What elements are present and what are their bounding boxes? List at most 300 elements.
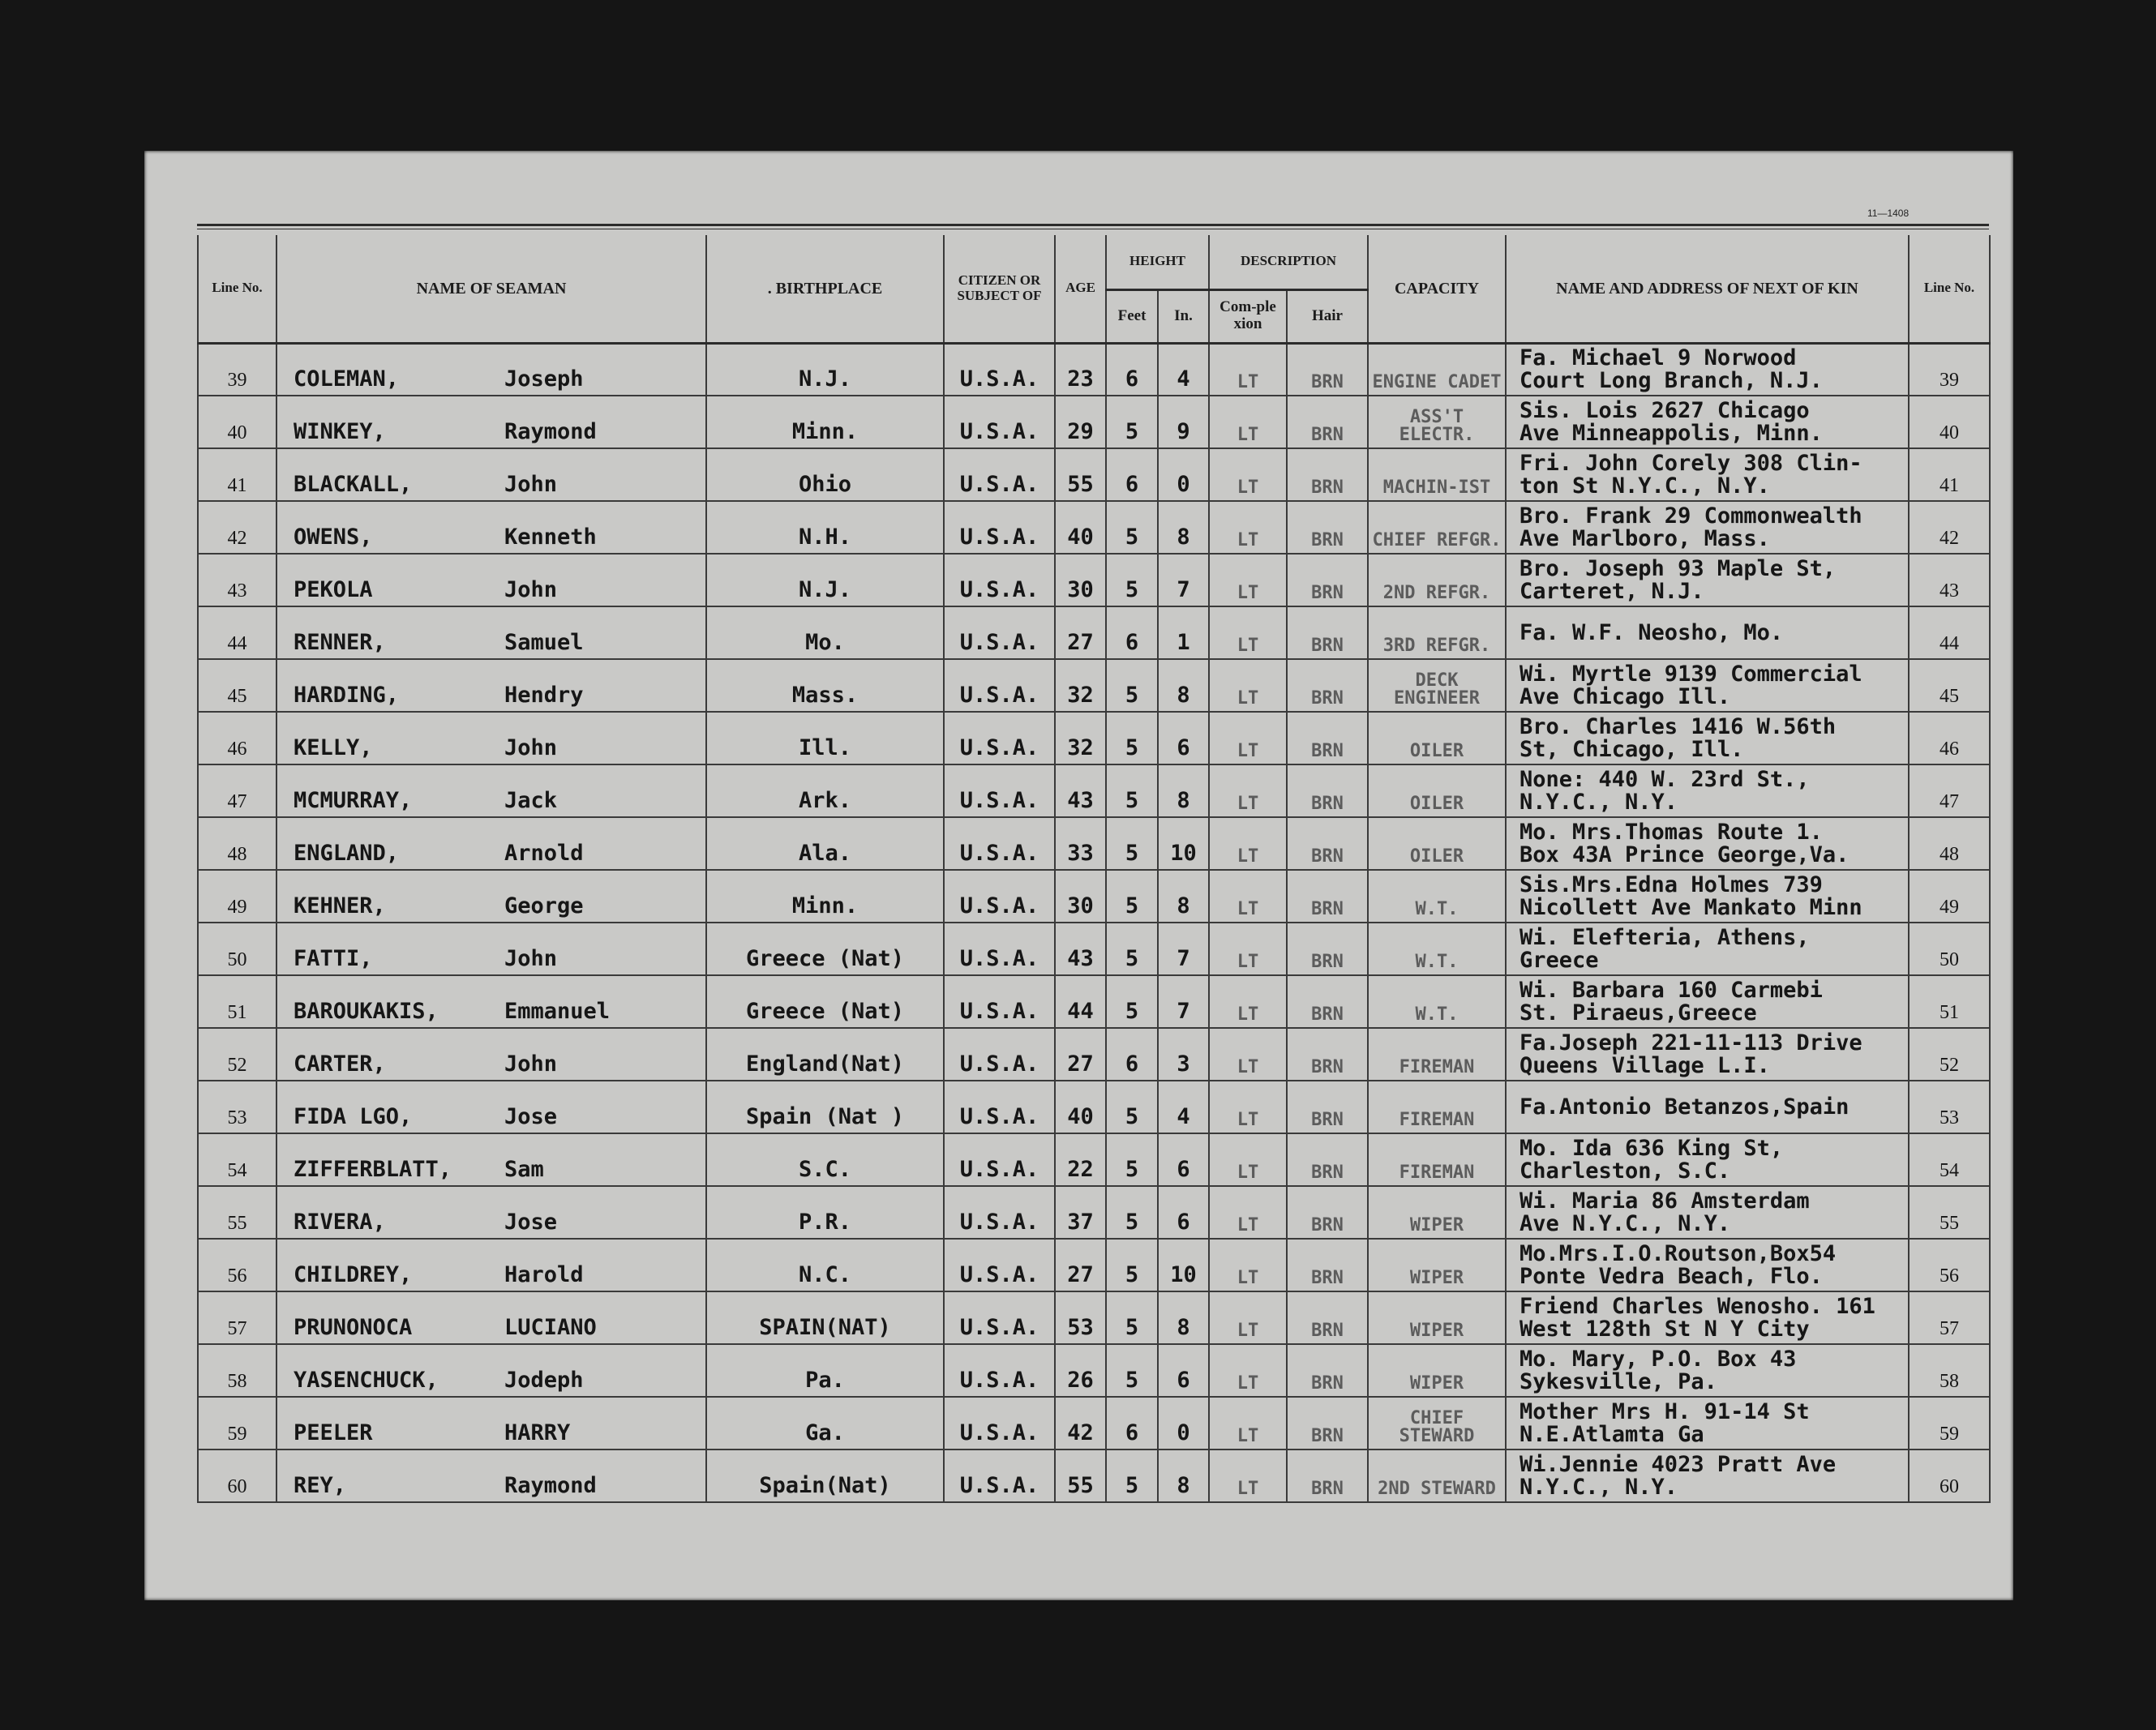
citizen-of: U.S.A. <box>944 817 1055 870</box>
seaman-given-name: Jose <box>504 1104 558 1129</box>
line-number-right: 56 <box>1909 1239 1990 1291</box>
line-number: 41 <box>198 448 276 501</box>
line-number: 48 <box>198 817 276 870</box>
complexion: LT <box>1209 1450 1287 1502</box>
capacity: DECK ENGINEER <box>1368 659 1506 712</box>
capacity: 3RD REFGR. <box>1368 606 1506 659</box>
line-number: 58 <box>198 1344 276 1397</box>
birthplace: Ala. <box>706 817 944 870</box>
hair: BRN <box>1287 764 1368 817</box>
height-feet: 6 <box>1106 1397 1158 1450</box>
next-of-kin-line-1: Mo. Ida 636 King St, <box>1519 1135 1784 1161</box>
height-feet: 5 <box>1106 554 1158 606</box>
next-of-kin-line-1: Wi. Maria 86 Amsterdam <box>1519 1188 1810 1214</box>
line-number: 42 <box>198 501 276 554</box>
birthplace: Greece (Nat) <box>706 923 944 975</box>
height-feet: 5 <box>1106 396 1158 448</box>
next-of-kin-line-1: Fa.Antonio Betanzos,Spain <box>1519 1094 1850 1120</box>
header-age: AGE <box>1055 235 1106 343</box>
next-of-kin <box>1506 606 1909 659</box>
line-number-right: 46 <box>1909 712 1990 764</box>
age: 23 <box>1055 343 1106 396</box>
complexion: LT <box>1209 1186 1287 1239</box>
next-of-kin-line-1: Sis. Lois 2627 Chicago <box>1519 397 1810 423</box>
seaman-given-name: Jose <box>504 1210 558 1235</box>
seaman-given-name: Raymond <box>504 1473 597 1498</box>
capacity: OILER <box>1368 817 1506 870</box>
complexion: LT <box>1209 448 1287 501</box>
header-feet: Feet <box>1106 289 1158 343</box>
height-inches: 8 <box>1158 870 1209 923</box>
birthplace: England(Nat) <box>706 1028 944 1081</box>
height-inches: 8 <box>1158 659 1209 712</box>
next-of-kin-line-1: None: 440 W. 23rd St., <box>1519 766 1810 792</box>
seaman-name <box>276 975 706 1028</box>
line-number-right: 57 <box>1909 1291 1990 1344</box>
next-of-kin <box>1506 659 1909 712</box>
table-row <box>198 870 1990 923</box>
line-number: 51 <box>198 975 276 1028</box>
seaman-given-name: Kenneth <box>504 525 597 550</box>
table-row <box>198 1028 1990 1081</box>
header-line-no-right: Line No. <box>1909 235 1990 343</box>
seaman-given-name: HARRY <box>504 1420 571 1445</box>
capacity: 2ND REFGR. <box>1368 554 1506 606</box>
height-inches: 0 <box>1158 448 1209 501</box>
height-inches: 0 <box>1158 1397 1209 1450</box>
citizen-of: U.S.A. <box>944 870 1055 923</box>
next-of-kin-line-1: Bro. Joseph 93 Maple St, <box>1519 555 1837 581</box>
next-of-kin <box>1506 1239 1909 1291</box>
height-feet: 5 <box>1106 1291 1158 1344</box>
table-row <box>198 606 1990 659</box>
next-of-kin-line-2: Ave Minneappolis, Minn. <box>1519 420 1823 446</box>
age: 33 <box>1055 817 1106 870</box>
hair: BRN <box>1287 1081 1368 1133</box>
birthplace: N.H. <box>706 501 944 554</box>
age: 55 <box>1055 448 1106 501</box>
hair: BRN <box>1287 1239 1368 1291</box>
table-row <box>198 1239 1990 1291</box>
birthplace: Greece (Nat) <box>706 975 944 1028</box>
header-capacity: CAPACITY <box>1368 235 1506 343</box>
height-inches: 9 <box>1158 396 1209 448</box>
seaman-name <box>276 870 706 923</box>
seaman-surname: PEELER <box>294 1420 373 1445</box>
next-of-kin-line-2: Box 43A Prince George,Va. <box>1519 841 1850 867</box>
complexion: LT <box>1209 1081 1287 1133</box>
next-of-kin <box>1506 396 1909 448</box>
complexion: LT <box>1209 606 1287 659</box>
complexion: LT <box>1209 1397 1287 1450</box>
header-citizen: CITIZEN OR SUBJECT OF <box>944 235 1055 343</box>
next-of-kin-line-2: Charleston, S.C. <box>1519 1158 1731 1184</box>
seaman-surname: OWENS, <box>294 525 373 550</box>
hair: BRN <box>1287 396 1368 448</box>
seaman-given-name: Jodeph <box>504 1368 584 1393</box>
capacity: FIREMAN <box>1368 1028 1506 1081</box>
age: 53 <box>1055 1291 1106 1344</box>
age: 40 <box>1055 1081 1106 1133</box>
seaman-name <box>276 764 706 817</box>
hair: BRN <box>1287 712 1368 764</box>
table-row <box>198 975 1990 1028</box>
line-number-right: 59 <box>1909 1397 1990 1450</box>
seaman-name <box>276 817 706 870</box>
next-of-kin-line-2: Ave Chicago Ill. <box>1519 683 1731 709</box>
height-inches: 8 <box>1158 764 1209 817</box>
seaman-given-name: John <box>504 735 558 760</box>
seaman-name <box>276 501 706 554</box>
birthplace: N.J. <box>706 343 944 396</box>
citizen-of: U.S.A. <box>944 343 1055 396</box>
height-inches: 6 <box>1158 1186 1209 1239</box>
complexion: LT <box>1209 1239 1287 1291</box>
crew-list-table <box>197 235 1991 1503</box>
next-of-kin-line-1: Wi. Myrtle 9139 Commercial <box>1519 661 1862 687</box>
height-inches: 7 <box>1158 923 1209 975</box>
form-number: 11—1408 <box>1867 208 1910 219</box>
height-inches: 10 <box>1158 1239 1209 1291</box>
seaman-given-name: Jack <box>504 788 558 813</box>
complexion: LT <box>1209 1133 1287 1186</box>
birthplace: Pa. <box>706 1344 944 1397</box>
line-number-right: 60 <box>1909 1450 1990 1502</box>
top-rule <box>197 224 1989 226</box>
height-feet: 6 <box>1106 343 1158 396</box>
birthplace: Mass. <box>706 659 944 712</box>
height-feet: 6 <box>1106 606 1158 659</box>
capacity: 2ND STEWARD <box>1368 1450 1506 1502</box>
height-feet: 6 <box>1106 1028 1158 1081</box>
line-number-right: 39 <box>1909 343 1990 396</box>
birthplace: Ark. <box>706 764 944 817</box>
line-number: 53 <box>198 1081 276 1133</box>
age: 26 <box>1055 1344 1106 1397</box>
line-number: 59 <box>198 1397 276 1450</box>
capacity: OILER <box>1368 764 1506 817</box>
next-of-kin-line-1: Bro. Charles 1416 W.56th <box>1519 713 1837 739</box>
citizen-of: U.S.A. <box>944 1028 1055 1081</box>
header-inches: In. <box>1158 289 1209 343</box>
height-feet: 5 <box>1106 1239 1158 1291</box>
birthplace: P.R. <box>706 1186 944 1239</box>
next-of-kin <box>1506 501 1909 554</box>
next-of-kin <box>1506 1344 1909 1397</box>
height-feet: 5 <box>1106 975 1158 1028</box>
seaman-given-name: John <box>504 946 558 971</box>
line-number-right: 55 <box>1909 1186 1990 1239</box>
seaman-name <box>276 1133 706 1186</box>
next-of-kin-line-1: Mother Mrs H. 91-14 St <box>1519 1398 1810 1424</box>
line-number-right: 44 <box>1909 606 1990 659</box>
next-of-kin <box>1506 975 1909 1028</box>
table-row <box>198 1397 1990 1450</box>
line-number-right: 48 <box>1909 817 1990 870</box>
next-of-kin-line-2: St, Chicago, Ill. <box>1519 736 1744 762</box>
line-number-right: 43 <box>1909 554 1990 606</box>
capacity: FIREMAN <box>1368 1081 1506 1133</box>
next-of-kin <box>1506 764 1909 817</box>
height-inches: 6 <box>1158 712 1209 764</box>
age: 43 <box>1055 764 1106 817</box>
hair: BRN <box>1287 606 1368 659</box>
table-row <box>198 1133 1990 1186</box>
birthplace: Minn. <box>706 396 944 448</box>
next-of-kin-line-1: Wi. Barbara 160 Carmebi <box>1519 977 1823 1003</box>
seaman-given-name: Emmanuel <box>504 999 611 1024</box>
capacity: OILER <box>1368 712 1506 764</box>
height-feet: 5 <box>1106 1081 1158 1133</box>
birthplace: Spain (Nat ) <box>706 1081 944 1133</box>
age: 32 <box>1055 659 1106 712</box>
table-row <box>198 448 1990 501</box>
height-feet: 5 <box>1106 1450 1158 1502</box>
table-row <box>198 396 1990 448</box>
seaman-surname: CHILDREY, <box>294 1262 413 1287</box>
next-of-kin-line-1: Mo.Mrs.I.O.Routson,Box54 <box>1519 1240 1837 1266</box>
next-of-kin <box>1506 1397 1909 1450</box>
birthplace: Ga. <box>706 1397 944 1450</box>
height-inches: 6 <box>1158 1344 1209 1397</box>
height-inches: 7 <box>1158 554 1209 606</box>
citizen-of: U.S.A. <box>944 448 1055 501</box>
birthplace: Spain(Nat) <box>706 1450 944 1502</box>
seaman-given-name: Raymond <box>504 419 597 444</box>
seaman-surname: YASENCHUCK, <box>294 1368 439 1393</box>
seaman-name <box>276 659 706 712</box>
age: 32 <box>1055 712 1106 764</box>
seaman-surname: ZIFFERBLATT, <box>294 1157 452 1182</box>
birthplace: Ohio <box>706 448 944 501</box>
line-number-right: 47 <box>1909 764 1990 817</box>
height-inches: 8 <box>1158 1291 1209 1344</box>
seaman-surname: RIVERA, <box>294 1210 386 1235</box>
line-number: 60 <box>198 1450 276 1502</box>
next-of-kin-line-2: West 128th St N Y City <box>1519 1316 1810 1342</box>
seaman-surname: PRUNONOCA <box>294 1315 413 1340</box>
table-row <box>198 1450 1990 1502</box>
complexion: LT <box>1209 712 1287 764</box>
header-height: HEIGHT <box>1106 235 1209 289</box>
capacity: CHIEF REFGR. <box>1368 501 1506 554</box>
height-feet: 5 <box>1106 1133 1158 1186</box>
next-of-kin-line-2: Nicollett Ave Mankato Minn <box>1519 894 1862 920</box>
citizen-of: U.S.A. <box>944 1344 1055 1397</box>
complexion: LT <box>1209 554 1287 606</box>
next-of-kin <box>1506 1133 1909 1186</box>
age: 22 <box>1055 1133 1106 1186</box>
birthplace: SPAIN(NAT) <box>706 1291 944 1344</box>
citizen-of: U.S.A. <box>944 1133 1055 1186</box>
seaman-name <box>276 448 706 501</box>
capacity: MACHIN-IST <box>1368 448 1506 501</box>
citizen-of: U.S.A. <box>944 1397 1055 1450</box>
hair: BRN <box>1287 501 1368 554</box>
table-row <box>198 923 1990 975</box>
birthplace: Minn. <box>706 870 944 923</box>
table-row <box>198 501 1990 554</box>
age: 30 <box>1055 870 1106 923</box>
height-feet: 5 <box>1106 764 1158 817</box>
seaman-name <box>276 554 706 606</box>
citizen-of: U.S.A. <box>944 1450 1055 1502</box>
seaman-surname: CARTER, <box>294 1051 386 1077</box>
line-number-right: 51 <box>1909 975 1990 1028</box>
line-number: 39 <box>198 343 276 396</box>
seaman-name <box>276 1186 706 1239</box>
capacity: ASS'T ELECTR. <box>1368 396 1506 448</box>
seaman-name <box>276 1081 706 1133</box>
capacity: WIPER <box>1368 1344 1506 1397</box>
birthplace: N.J. <box>706 554 944 606</box>
complexion: LT <box>1209 1028 1287 1081</box>
line-number-right: 41 <box>1909 448 1990 501</box>
capacity: WIPER <box>1368 1239 1506 1291</box>
table-row <box>198 1291 1990 1344</box>
header-name-of-seaman: NAME OF SEAMAN <box>276 235 706 343</box>
height-inches: 4 <box>1158 343 1209 396</box>
age: 40 <box>1055 501 1106 554</box>
height-inches: 10 <box>1158 817 1209 870</box>
seaman-name <box>276 1028 706 1081</box>
next-of-kin-line-2: Ave Marlboro, Mass. <box>1519 525 1770 551</box>
capacity: W.T. <box>1368 870 1506 923</box>
next-of-kin-line-2: Ponte Vedra Beach, Flo. <box>1519 1263 1823 1289</box>
age: 42 <box>1055 1397 1106 1450</box>
line-number: 55 <box>198 1186 276 1239</box>
complexion: LT <box>1209 659 1287 712</box>
seaman-surname: FIDA LGO, <box>294 1104 413 1129</box>
height-feet: 5 <box>1106 870 1158 923</box>
age: 44 <box>1055 975 1106 1028</box>
complexion: LT <box>1209 1344 1287 1397</box>
seaman-surname: WINKEY, <box>294 419 386 444</box>
seaman-surname: KELLY, <box>294 735 373 760</box>
citizen-of: U.S.A. <box>944 1291 1055 1344</box>
next-of-kin-line-2: Sykesville, Pa. <box>1519 1368 1717 1394</box>
hair: BRN <box>1287 659 1368 712</box>
next-of-kin <box>1506 343 1909 396</box>
table-row <box>198 343 1990 396</box>
line-number-right: 52 <box>1909 1028 1990 1081</box>
seaman-name <box>276 1291 706 1344</box>
capacity: W.T. <box>1368 923 1506 975</box>
citizen-of: U.S.A. <box>944 923 1055 975</box>
next-of-kin <box>1506 448 1909 501</box>
next-of-kin-line-2: ton St N.Y.C., N.Y. <box>1519 473 1770 499</box>
seaman-name <box>276 1344 706 1397</box>
table-row <box>198 1081 1990 1133</box>
seaman-surname: KEHNER, <box>294 893 386 919</box>
line-number: 45 <box>198 659 276 712</box>
seaman-given-name: John <box>504 1051 558 1077</box>
complexion: LT <box>1209 1291 1287 1344</box>
next-of-kin-line-1: Sis.Mrs.Edna Holmes 739 <box>1519 871 1823 897</box>
hair: BRN <box>1287 870 1368 923</box>
table-row <box>198 712 1990 764</box>
line-number: 47 <box>198 764 276 817</box>
line-number-right: 40 <box>1909 396 1990 448</box>
height-feet: 5 <box>1106 817 1158 870</box>
capacity: CHIEF STEWARD <box>1368 1397 1506 1450</box>
complexion: LT <box>1209 501 1287 554</box>
table-row <box>198 659 1990 712</box>
height-feet: 6 <box>1106 448 1158 501</box>
seaman-surname: MCMURRAY, <box>294 788 413 813</box>
line-number: 50 <box>198 923 276 975</box>
line-number: 49 <box>198 870 276 923</box>
capacity: WIPER <box>1368 1186 1506 1239</box>
seaman-surname: RENNER, <box>294 630 386 655</box>
next-of-kin <box>1506 1450 1909 1502</box>
height-feet: 5 <box>1106 923 1158 975</box>
height-inches: 6 <box>1158 1133 1209 1186</box>
next-of-kin-line-2: St. Piraeus,Greece <box>1519 1000 1757 1026</box>
age: 43 <box>1055 923 1106 975</box>
citizen-of: U.S.A. <box>944 1081 1055 1133</box>
seaman-surname: ENGLAND, <box>294 841 400 866</box>
next-of-kin <box>1506 712 1909 764</box>
height-inches: 8 <box>1158 1450 1209 1502</box>
seaman-given-name: John <box>504 472 558 497</box>
complexion: LT <box>1209 975 1287 1028</box>
line-number: 46 <box>198 712 276 764</box>
hair: BRN <box>1287 1028 1368 1081</box>
hair: BRN <box>1287 1133 1368 1186</box>
header-line-no: Line No. <box>198 235 276 343</box>
citizen-of: U.S.A. <box>944 1186 1055 1239</box>
complexion: LT <box>1209 396 1287 448</box>
next-of-kin-line-1: Fri. John Corely 308 Clin- <box>1519 450 1862 476</box>
height-feet: 5 <box>1106 1344 1158 1397</box>
seaman-name <box>276 1239 706 1291</box>
seaman-given-name: Arnold <box>504 841 584 866</box>
next-of-kin <box>1506 1291 1909 1344</box>
height-inches: 4 <box>1158 1081 1209 1133</box>
header-birthplace: . BIRTHPLACE <box>706 235 944 343</box>
next-of-kin <box>1506 1028 1909 1081</box>
seaman-name <box>276 396 706 448</box>
hair: BRN <box>1287 975 1368 1028</box>
line-number: 44 <box>198 606 276 659</box>
seaman-surname: HARDING, <box>294 683 400 708</box>
next-of-kin-line-2: N.Y.C., N.Y. <box>1519 1474 1678 1500</box>
age: 27 <box>1055 606 1106 659</box>
height-feet: 5 <box>1106 1186 1158 1239</box>
next-of-kin-line-1: Fa.Joseph 221-11-113 Drive <box>1519 1030 1862 1056</box>
next-of-kin <box>1506 1186 1909 1239</box>
seaman-name <box>276 923 706 975</box>
age: 37 <box>1055 1186 1106 1239</box>
line-number: 40 <box>198 396 276 448</box>
seaman-surname: BLACKALL, <box>294 472 413 497</box>
line-number-right: 58 <box>1909 1344 1990 1397</box>
next-of-kin-line-1: Mo. Mrs.Thomas Route 1. <box>1519 819 1823 845</box>
birthplace: S.C. <box>706 1133 944 1186</box>
hair: BRN <box>1287 1450 1368 1502</box>
citizen-of: U.S.A. <box>944 501 1055 554</box>
table-row <box>198 1186 1990 1239</box>
next-of-kin-line-2: Court Long Branch, N.J. <box>1519 367 1823 393</box>
height-feet: 5 <box>1106 501 1158 554</box>
complexion: LT <box>1209 764 1287 817</box>
hair: BRN <box>1287 448 1368 501</box>
hair: BRN <box>1287 1186 1368 1239</box>
complexion: LT <box>1209 870 1287 923</box>
age: 30 <box>1055 554 1106 606</box>
line-number-right: 42 <box>1909 501 1990 554</box>
